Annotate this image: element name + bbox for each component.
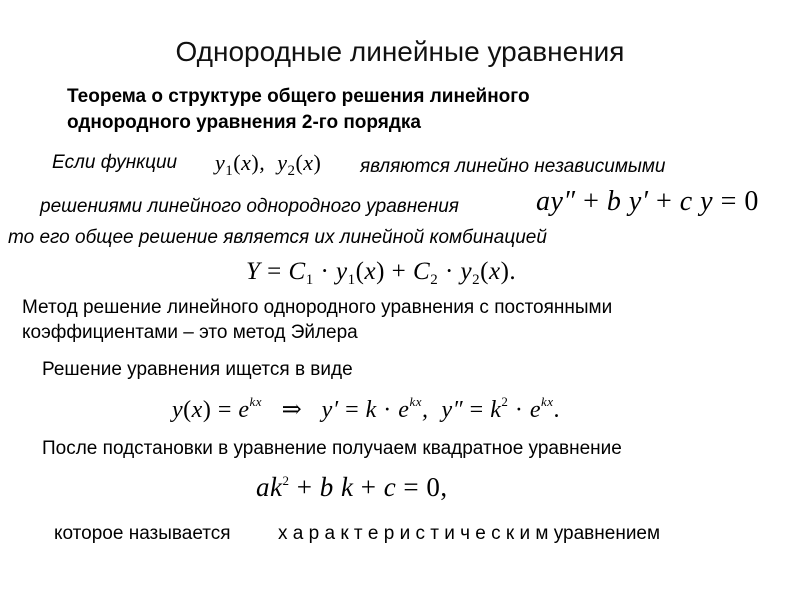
euler-method-line2: коэффициентами – это метод Эйлера [22,322,358,343]
theorem-heading-line2: однородного уравнения 2-го порядка [67,112,421,133]
solution-form-text: Решение уравнения ищется в виде [42,359,353,380]
which-is-called-text: которое называется [54,523,231,544]
slide-title: Однородные линейные уравнения [175,36,625,67]
linearly-independent-text: являются линейно независимыми [360,156,666,177]
homogeneous-equation-formula: ay″ + b y′ + c y = 0 [536,186,759,217]
exponential-solution-formula: $y(x) = e^{kx}$ ⇒ $y' = k \cdot e^{kx}$, $y'' = k^2 \cdot e^{kx}$. [172,394,561,423]
theorem-heading-line1: Теорема о структуре общего решения линейного [67,86,530,107]
characteristic-equation-text: х а р а к т е р и с т и ч е с к и м уравнением [278,523,661,544]
characteristic-equation-formula: $ak^2 + b$ k + c = 0, [256,472,448,502]
substitution-text: После подстановки в уравнение получаем квадратное уравнение [42,438,622,459]
solutions-of-equation-text: решениями линейного однородного уравнения [40,196,459,217]
general-solution-formula: $Y = C_1 \cdot y_1(x) + C_2 \cdot y_2(x)$. [246,258,517,288]
general-solution-text: то его общее решение является их линейной комбинацией [8,227,547,248]
if-functions-text: Если функции [52,152,178,173]
functions-y1-y2-formula: $y_1(x)$, $y_2(x)$ [215,150,322,179]
euler-method-line1: Метод решение линейного однородного уравнения с постоянными [22,297,613,318]
